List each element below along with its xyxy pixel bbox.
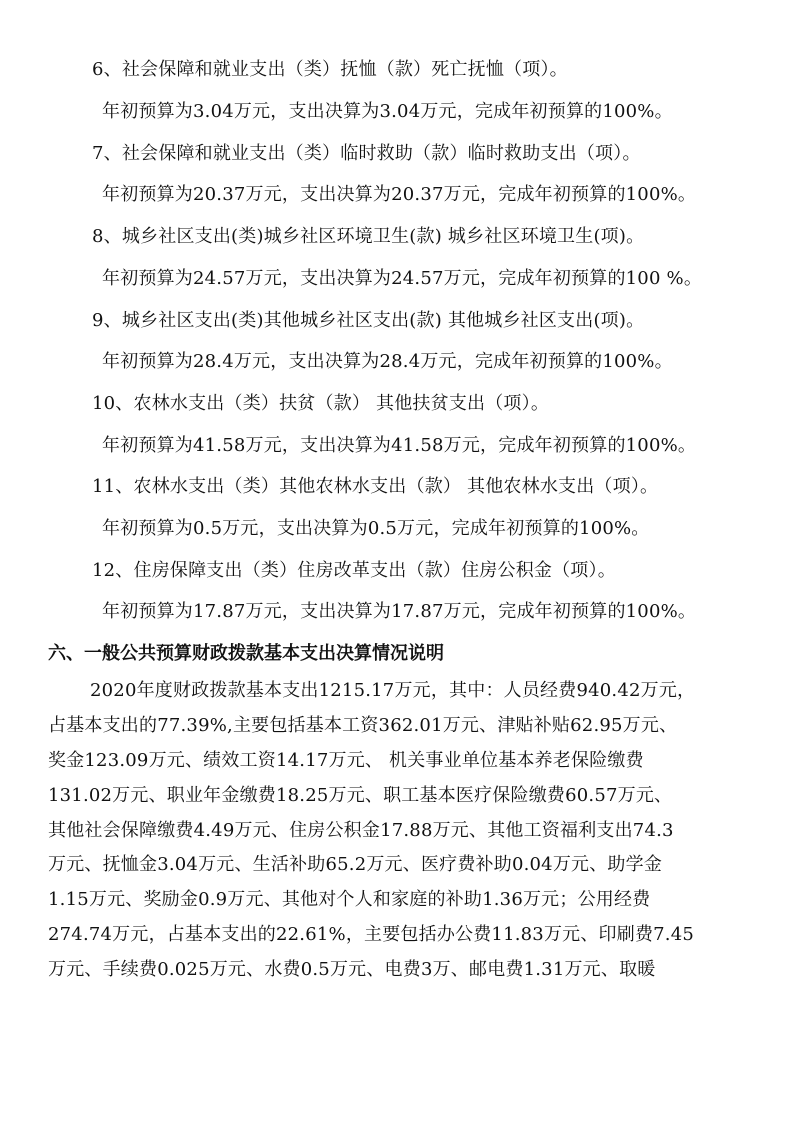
item-title: 11、农林水支出（类）其他农林水支出（款） 其他农林水支出（项）。 [92, 476, 659, 497]
paragraph-line: 万元、手续费0.025万元、水费0.5万元、电费3万、邮电费1.31万元、取暖 [48, 959, 656, 981]
item-detail: 年初预算为20.37万元，支出决算为20.37万元，完成年初预算的100%。 [102, 184, 697, 205]
item-title: 9、城乡社区支出(类)其他城乡社区支出(款) 其他城乡社区支出(项)。 [92, 310, 645, 331]
item-detail: 年初预算为28.4万元，支出决算为28.4万元，完成年初预算的100%。 [102, 351, 673, 372]
section-paragraph [48, 678, 748, 992]
paragraph-line: 占基本支出的77.39%,主要包括基本工资362.01万元、津贴补贴62.95万元、 [48, 714, 678, 736]
paragraph-line: 万元、抚恤金3.04万元、生活补助65.2万元、医疗费补助0.04万元、助学金 [48, 854, 663, 876]
item-title: 10、农林水支出（类）扶贫（款） 其他扶贫支出（项）。 [92, 393, 550, 414]
paragraph-line: 1.15万元、奖励金0.9万元、其他对个人和家庭的补助1.36万元；公用经费 [48, 889, 651, 911]
paragraph-line: 其他社会保障缴费4.49万元、住房公积金17.88万元、其他工资福利支出74.3 [48, 819, 674, 841]
paragraph-line: 2020年度财政拨款基本支出1215.17万元，其中：人员经费940.42万元， [90, 680, 696, 701]
item-title: 12、住房保障支出（类）住房改革支出（款）住房公积金（项）。 [92, 560, 616, 581]
item-detail: 年初预算为24.57万元，支出决算为24.57万元，完成年初预算的100 %。 [102, 268, 703, 289]
item-detail: 年初预算为3.04万元，支出决算为3.04万元，完成年初预算的100%。 [102, 101, 673, 122]
section-heading: 六、一般公共预算财政拨款基本支出决算情况说明 [48, 643, 444, 664]
item-title: 7、社会保障和就业支出（类）临时救助（款）临时救助支出（项）。 [92, 143, 641, 164]
paragraph-line: 131.02万元、职业年金缴费18.25万元、职工基本医疗保险缴费60.57万元、 [48, 784, 673, 806]
item-detail: 年初预算为41.58万元，支出决算为41.58万元，完成年初预算的100%。 [102, 435, 697, 456]
paragraph-line: 奖金123.09万元、绩效工资14.17万元、 机关事业单位基本养老保险缴费 [48, 749, 644, 771]
item-title: 6、社会保障和就业支出（类）抚恤（款）死亡抚恤（项）。 [92, 59, 568, 80]
paragraph-line: 274.74万元，占基本支出的22.61%，主要包括办公费11.83万元、印刷费7.45 [48, 924, 695, 946]
item-detail: 年初预算为0.5万元，支出决算为0.5万元，完成年初预算的100%。 [102, 518, 650, 539]
item-detail: 年初预算为17.87万元，支出决算为17.87万元，完成年初预算的100%。 [102, 601, 697, 622]
item-title: 8、城乡社区支出(类)城乡社区环境卫生(款) 城乡社区环境卫生(项)。 [92, 226, 645, 247]
